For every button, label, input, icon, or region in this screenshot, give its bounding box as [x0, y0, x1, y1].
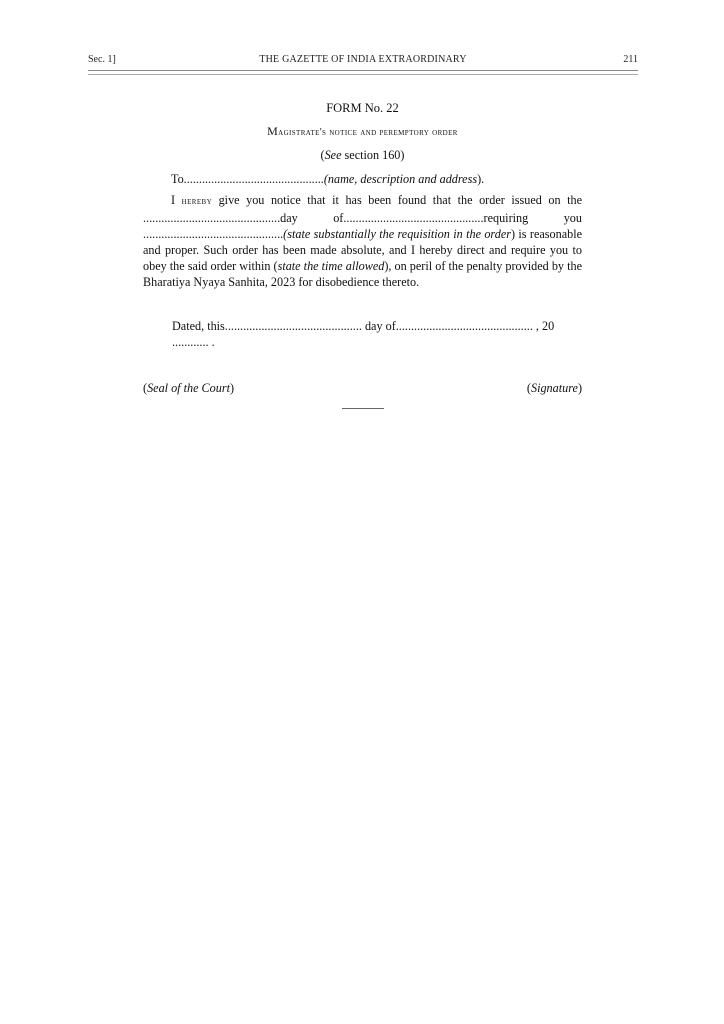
form-subtitle	[143, 123, 582, 141]
header-rule	[88, 70, 638, 75]
subtitle-initial: M	[267, 124, 279, 138]
signature-row	[143, 380, 582, 396]
gazette-title: THE GAZETTE OF INDIA EXTRAORDINARY	[259, 54, 467, 65]
dated-line: Dated, this............................................. day of............................................. , 20 ............ .	[172, 319, 555, 349]
seal-of-court: (Seal of the Court)	[143, 381, 235, 395]
seal-italic: Seal of the Court	[147, 381, 231, 395]
section-reference	[143, 147, 582, 163]
para-text-3: ), on peril of the penalty provided by the Bharatiya Nyaya Sanhita, 2023 for disobedience thereto.	[143, 259, 582, 289]
see-italic: See	[324, 148, 342, 162]
page-header	[88, 54, 638, 68]
to-line	[143, 171, 582, 187]
signature-italic: Signature	[530, 381, 578, 395]
signature: (Signature)	[526, 381, 582, 395]
to-prefix: To..............................................	[171, 172, 324, 186]
section-label: Sec. 1]	[88, 54, 116, 65]
para-text-2: ) is reasonable and proper. Such order has been made absolute, and I hereby direct and require you to obey the said order within (	[143, 227, 582, 273]
to-suffix: ).	[477, 172, 485, 186]
para-italic-2: state the time allowed	[277, 259, 385, 273]
end-rule	[342, 408, 384, 409]
form-number: FORM No. 22	[326, 101, 399, 115]
page-number: 211	[623, 54, 638, 65]
para-start: I	[171, 193, 182, 207]
to-italic: (name, description and address	[323, 172, 478, 186]
see-rest: section 160)	[341, 148, 405, 162]
subtitle-text: agistrate's notice and peremptory order	[278, 127, 458, 138]
form-body	[143, 100, 582, 409]
hereby-word: hereby	[181, 196, 213, 207]
see-open: (	[320, 148, 325, 162]
para-text-1: give you notice that it has been found that the order issued on the .............................................day of..............................................requiring you ..............................................	[143, 193, 583, 241]
para-italic-1: (state substantially the requisition in the order	[283, 227, 511, 241]
notice-paragraph	[143, 192, 582, 290]
